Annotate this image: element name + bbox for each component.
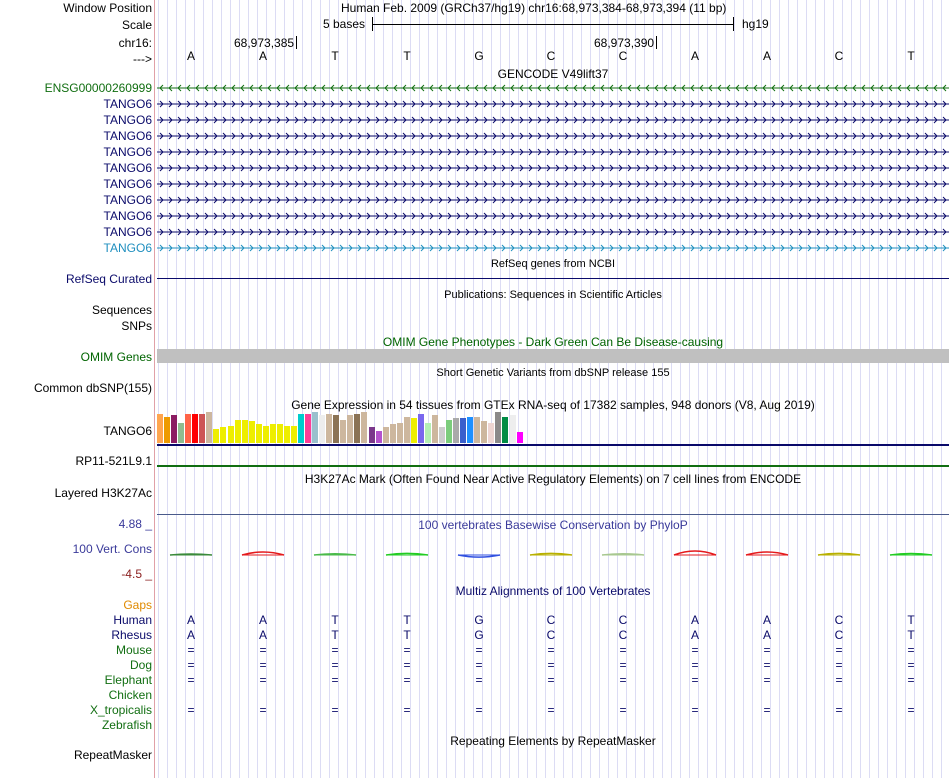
phylop-label[interactable]: 100 Vert. Cons (72, 542, 152, 556)
gencode-gene-label[interactable]: ENSG00000260999 (44, 81, 152, 95)
phylop-mark (242, 552, 284, 555)
gencode-gene-label[interactable]: TANGO6 (103, 241, 152, 255)
scale-bar (372, 17, 734, 31)
alignment-base: = (403, 658, 411, 672)
gtex-tissue-bar[interactable] (319, 415, 325, 443)
alignment-base: G (474, 628, 484, 642)
phylop-graph[interactable] (157, 540, 949, 570)
alignment-base: = (259, 673, 267, 687)
alignment-base: = (187, 643, 195, 657)
gtex-tissue-bar[interactable] (354, 414, 360, 443)
gtex-tissue-bar[interactable] (502, 417, 508, 443)
alignment-base: = (259, 703, 267, 717)
gtex-tissue-bar[interactable] (369, 427, 375, 443)
refseq-line[interactable] (157, 278, 949, 279)
gencode-gene-label[interactable]: TANGO6 (103, 97, 152, 111)
gtex-tissue-bar[interactable] (298, 414, 304, 443)
alignment-base: T (403, 628, 411, 642)
base-sequence (157, 49, 949, 63)
alignment-base: = (403, 703, 411, 717)
gtex-tissue-bar[interactable] (206, 412, 212, 443)
refseq-label[interactable]: RefSeq Curated (65, 272, 152, 286)
omim-label[interactable]: OMIM Genes (80, 350, 152, 364)
gtex-gene-line[interactable] (157, 444, 949, 446)
gtex-tissue-bar[interactable] (510, 415, 516, 443)
alignment-base: = (763, 673, 771, 687)
species-label[interactable]: Chicken (108, 688, 152, 702)
base-letter: A (690, 49, 699, 63)
species-label[interactable]: Mouse (115, 643, 152, 657)
gtex-tissue-bar[interactable] (305, 414, 311, 443)
gtex-tissue-bar[interactable] (517, 432, 523, 443)
phylop-mark (458, 555, 500, 557)
alignment-base: = (619, 673, 627, 687)
alignment-base: = (907, 658, 915, 672)
alignment-base: = (331, 658, 339, 672)
gtex-tissue-bar[interactable] (178, 423, 184, 443)
base-letter: G (474, 49, 484, 63)
alignment-base: A (762, 613, 771, 627)
phylop-mark (602, 554, 644, 555)
alignment-base: = (619, 643, 627, 657)
position-tick-2: 68,973,390 (594, 36, 657, 50)
gtex-tissue-bar[interactable] (171, 415, 177, 443)
chrom-label: chr16: (118, 36, 152, 50)
alignment-base: C (834, 613, 844, 627)
base-letter: A (762, 49, 771, 63)
alignment-base: = (691, 673, 699, 687)
gtex-label[interactable]: TANGO6 (103, 424, 152, 438)
alignment-base: G (474, 613, 484, 627)
publications-title[interactable]: Publications: Sequences in Scientific Articles (444, 289, 662, 301)
species-label[interactable]: Human (113, 613, 152, 627)
alignment-base: = (547, 673, 555, 687)
gtex-tissue-bar[interactable] (277, 424, 283, 443)
gtex-tissue-bar[interactable] (340, 420, 346, 443)
alignment-base: = (835, 643, 843, 657)
alignment-base: A (690, 613, 699, 627)
alignment-base: C (546, 613, 556, 627)
gencode-gene-track[interactable] (157, 131, 949, 141)
panel-divider (154, 0, 155, 778)
alignment-base: = (691, 658, 699, 672)
base-letter: A (186, 49, 195, 63)
gencode-gene-track[interactable] (157, 195, 949, 205)
gtex-tissue-bar[interactable] (228, 426, 234, 443)
gtex-tissue-bar[interactable] (404, 417, 410, 443)
gencode-gene-track[interactable] (157, 83, 949, 93)
gtex-tissue-bar[interactable] (488, 423, 494, 443)
gtex-tissue-bar[interactable] (242, 420, 248, 443)
gencode-gene-track[interactable] (157, 179, 949, 189)
gencode-gene-label[interactable]: TANGO6 (103, 225, 152, 239)
alignment-base: = (835, 658, 843, 672)
rp11-line[interactable] (157, 465, 949, 467)
alignment-base: = (619, 658, 627, 672)
gtex-tissue-bar[interactable] (164, 417, 170, 443)
alignment-base: = (187, 703, 195, 717)
base-letter: A (258, 49, 267, 63)
phylop-mark (314, 554, 356, 555)
gencode-gene-track[interactable] (157, 115, 949, 125)
alignment-base: = (691, 643, 699, 657)
gtex-tissue-bar[interactable] (185, 414, 191, 443)
gtex-tissue-bar[interactable] (390, 424, 396, 443)
gtex-tissue-bar[interactable] (220, 427, 226, 443)
alignment-base: = (907, 643, 915, 657)
alignment-base: C (618, 628, 628, 642)
alignment-base: C (618, 613, 628, 627)
snps-label[interactable]: SNPs (121, 319, 152, 333)
alignment-base: = (835, 673, 843, 687)
gtex-tissue-bar[interactable] (249, 421, 255, 443)
gtex-barchart[interactable] (157, 412, 557, 443)
alignment-base: = (907, 673, 915, 687)
gtex-tissue-bar[interactable] (235, 420, 241, 443)
gtex-tissue-bar[interactable] (460, 418, 466, 443)
alignment-base: = (475, 658, 483, 672)
gencode-gene-label[interactable]: TANGO6 (103, 193, 152, 207)
gencode-gene-label[interactable]: TANGO6 (103, 113, 152, 127)
alignment-base: = (403, 643, 411, 657)
species-label[interactable]: Elephant (104, 673, 152, 687)
alignment-base: = (763, 643, 771, 657)
gtex-tissue-bar[interactable] (453, 418, 459, 443)
base-letter: T (331, 49, 339, 63)
gencode-gene-label[interactable]: TANGO6 (103, 145, 152, 159)
gtex-tissue-bar[interactable] (481, 421, 487, 443)
base-letter: C (618, 49, 628, 63)
gtex-tissue-bar[interactable] (411, 418, 417, 443)
gencode-gene-label[interactable]: TANGO6 (103, 177, 152, 191)
phylop-mark (170, 554, 212, 555)
base-letter: C (834, 49, 844, 63)
alignment-base: A (186, 613, 195, 627)
strand-label: ---> (133, 52, 152, 66)
alignment-base: A (258, 613, 267, 627)
gtex-tissue-bar[interactable] (333, 415, 339, 443)
alignment-base: A (186, 628, 195, 642)
species-label[interactable]: X_tropicalis (89, 703, 152, 717)
gencode-gene-track[interactable] (157, 163, 949, 173)
gtex-tissue-bar[interactable] (326, 414, 332, 443)
alignment-base: = (475, 703, 483, 717)
alignment-base: T (331, 628, 339, 642)
base-letter: T (403, 49, 411, 63)
gencode-gene-label[interactable]: TANGO6 (103, 209, 152, 223)
alignment-base: = (475, 673, 483, 687)
phylop-mark (530, 553, 572, 555)
gencode-gene-label[interactable]: TANGO6 (103, 161, 152, 175)
alignment-base: = (475, 643, 483, 657)
rp11-label[interactable]: RP11-521L9.1 (75, 454, 152, 468)
alignment-base: = (259, 658, 267, 672)
gtex-tissue-bar[interactable] (439, 427, 445, 443)
gtex-tissue-bar[interactable] (199, 414, 205, 443)
omim-title[interactable]: OMIM Gene Phenotypes - Dark Green Can Be Disease-causing (382, 335, 724, 349)
gtex-tissue-bar[interactable] (256, 424, 262, 443)
alignment-base: = (187, 673, 195, 687)
dbsnp-title[interactable]: Short Genetic Variants from dbSNP release 155 (436, 367, 670, 379)
gtex-tissue-bar[interactable] (495, 412, 501, 443)
gencode-gene-track[interactable] (157, 243, 949, 253)
alignment-base: T (907, 628, 915, 642)
multiz-title[interactable]: Multiz Alignments of 100 Vertebrates (455, 584, 651, 598)
base-letter: T (907, 49, 915, 63)
h3k27ac-title[interactable]: H3K27Ac Mark (Often Found Near Active Regulatory Elements) on 7 cell lines from ENCODE (304, 472, 802, 486)
gtex-tissue-bar[interactable] (376, 431, 382, 443)
phylop-min: -4.5 _ (121, 567, 152, 581)
gencode-title[interactable]: GENCODE V49lift37 (497, 67, 609, 81)
scale-label: Scale (121, 18, 152, 32)
sequences-label[interactable]: Sequences (91, 303, 152, 317)
phylop-mark (386, 553, 428, 555)
scale-db: hg19 (742, 17, 769, 31)
gaps-label[interactable]: Gaps (123, 598, 152, 612)
alignment-base: = (763, 703, 771, 717)
phylop-mark (746, 552, 788, 555)
alignment-base: = (331, 703, 339, 717)
alignment-base: = (547, 703, 555, 717)
alignment-base: = (907, 703, 915, 717)
species-label[interactable]: Zebrafish (101, 718, 152, 732)
gencode-gene-track[interactable] (157, 227, 949, 237)
alignment-base: = (403, 673, 411, 687)
phylop-mark (818, 553, 860, 555)
gtex-tissue-bar[interactable] (361, 412, 367, 443)
phylop-mark (674, 551, 716, 555)
alignment-base: A (690, 628, 699, 642)
position-tick-1: 68,973,385 (234, 36, 297, 50)
gtex-tissue-bar[interactable] (347, 415, 353, 443)
alignment-base: = (835, 703, 843, 717)
phylop-max: 4.88 _ (118, 517, 152, 531)
alignment-base: C (546, 628, 556, 642)
refseq-title[interactable]: RefSeq genes from NCBI (490, 258, 616, 270)
alignment-base: = (331, 673, 339, 687)
phylop-svg (157, 540, 949, 570)
phylop-mark (890, 554, 932, 556)
alignment-base: = (259, 643, 267, 657)
gencode-gene-track[interactable] (157, 211, 949, 221)
gtex-tissue-bar[interactable] (192, 414, 198, 443)
phylop-title[interactable]: 100 vertebrates Basewise Conservation by PhyloP (418, 518, 688, 532)
gtex-tissue-bar[interactable] (474, 417, 480, 443)
alignment-base: C (834, 628, 844, 642)
h3k27ac-baseline (157, 514, 949, 515)
gtex-tissue-bar[interactable] (397, 423, 403, 443)
alignment-base: A (762, 628, 771, 642)
gtex-tissue-bar[interactable] (157, 414, 163, 443)
gtex-title[interactable]: Gene Expression in 54 tissues from GTEx RNA-seq of 17382 samples, 948 donors (V8, Aug 2019) (291, 398, 815, 412)
gtex-tissue-bar[interactable] (213, 429, 219, 443)
gtex-tissue-bar[interactable] (291, 426, 297, 443)
dbsnp-label[interactable]: Common dbSNP(155) (33, 381, 152, 395)
gtex-tissue-bar[interactable] (270, 424, 276, 443)
gtex-tissue-bar[interactable] (432, 415, 438, 443)
gencode-gene-track[interactable] (157, 99, 949, 109)
gtex-tissue-bar[interactable] (425, 423, 431, 443)
gtex-tissue-bar[interactable] (446, 420, 452, 443)
gtex-tissue-bar[interactable] (467, 417, 473, 443)
alignment-base: T (907, 613, 915, 627)
species-label[interactable]: Rhesus (111, 628, 152, 642)
omim-bar[interactable] (157, 349, 949, 363)
alignment-base: T (403, 613, 411, 627)
alignment-base: = (187, 658, 195, 672)
alignment-base: A (258, 628, 267, 642)
scale-text: 5 bases (323, 17, 366, 31)
gtex-tissue-bar[interactable] (312, 412, 318, 443)
gencode-gene-label[interactable]: TANGO6 (103, 129, 152, 143)
alignment-base: T (331, 613, 339, 627)
alignment-base: = (619, 703, 627, 717)
gtex-tissue-bar[interactable] (383, 427, 389, 443)
base-letter: C (546, 49, 556, 63)
h3k27ac-label[interactable]: Layered H3K27Ac (54, 486, 152, 500)
alignment-base: = (331, 643, 339, 657)
gtex-tissue-bar[interactable] (418, 414, 424, 443)
window-position-label: Window Position (63, 1, 152, 15)
gtex-tissue-bar[interactable] (263, 426, 269, 443)
species-label[interactable]: Dog (129, 658, 152, 672)
alignment-base: = (691, 703, 699, 717)
repeatmasker-title[interactable]: Repeating Elements by RepeatMasker (450, 734, 656, 748)
gtex-tissue-bar[interactable] (284, 426, 290, 443)
repeatmasker-label[interactable]: RepeatMasker (73, 748, 152, 762)
gencode-gene-track[interactable] (157, 147, 949, 157)
alignment-base: = (763, 658, 771, 672)
alignment-base: = (547, 643, 555, 657)
assembly-text: Human Feb. 2009 (GRCh37/hg19) chr16:68,973,384-68,973,394 (11 bp) (341, 1, 727, 15)
alignment-base: = (547, 658, 555, 672)
